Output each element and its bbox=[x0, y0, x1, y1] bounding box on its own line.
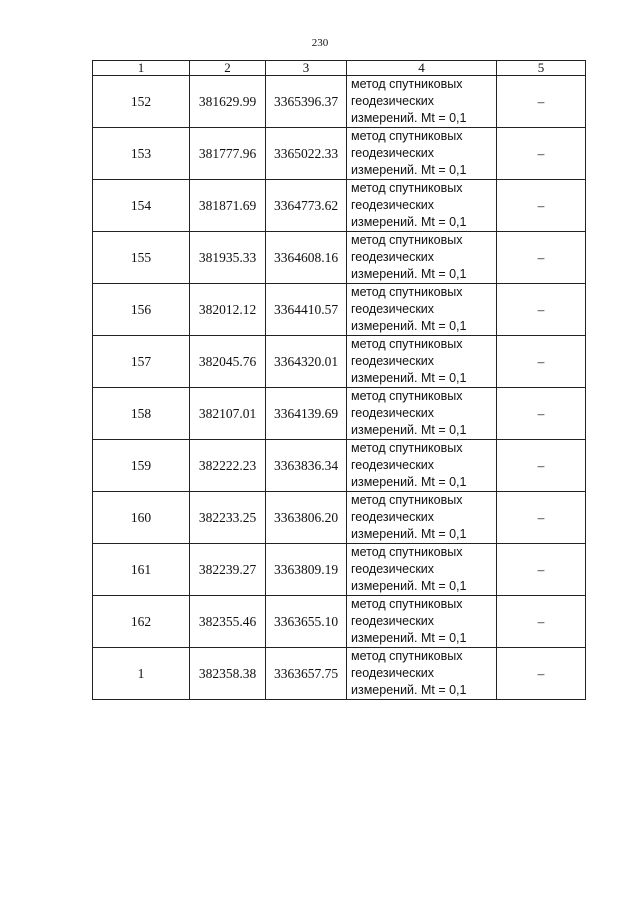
y-coordinate-cell: 3363836.34 bbox=[266, 440, 347, 492]
note-cell: – bbox=[497, 596, 586, 648]
x-coordinate-cell: 382239.27 bbox=[190, 544, 266, 596]
note-cell: – bbox=[497, 648, 586, 700]
method-line-1: метод спутниковых bbox=[351, 597, 463, 611]
method-line-2: геодезических bbox=[351, 146, 435, 160]
page-number: 230 bbox=[311, 37, 329, 49]
x-coordinate-cell: 382222.23 bbox=[190, 440, 266, 492]
method-line-3: измерений. Mt = 0,1 bbox=[351, 371, 467, 385]
method-cell bbox=[347, 180, 497, 232]
method-line-1: метод спутниковых bbox=[351, 77, 463, 91]
point-number-cell: 156 bbox=[93, 284, 190, 336]
table-row bbox=[93, 648, 586, 700]
method-line-2: геодезических bbox=[351, 94, 435, 108]
header-col-3: 3 bbox=[266, 61, 347, 76]
table-header bbox=[93, 61, 586, 76]
method-line-1: метод спутниковых bbox=[351, 337, 463, 351]
point-number-cell: 154 bbox=[93, 180, 190, 232]
method-line-2: геодезических bbox=[351, 406, 435, 420]
method-cell bbox=[347, 128, 497, 180]
y-coordinate-cell: 3364773.62 bbox=[266, 180, 347, 232]
method-line-1: метод спутниковых bbox=[351, 493, 463, 507]
table-row bbox=[93, 492, 586, 544]
method-cell bbox=[347, 284, 497, 336]
note-cell: – bbox=[497, 128, 586, 180]
method-line-2: геодезических bbox=[351, 614, 435, 628]
point-number-cell: 152 bbox=[93, 76, 190, 128]
method-line-3: измерений. Mt = 0,1 bbox=[351, 215, 467, 229]
table-row bbox=[93, 544, 586, 596]
note-cell: – bbox=[497, 336, 586, 388]
header-col-2: 2 bbox=[190, 61, 266, 76]
method-line-2: геодезических bbox=[351, 458, 435, 472]
x-coordinate-cell: 382045.76 bbox=[190, 336, 266, 388]
header-col-1: 1 bbox=[93, 61, 190, 76]
x-coordinate-cell: 382012.12 bbox=[190, 284, 266, 336]
method-cell bbox=[347, 544, 497, 596]
table-row bbox=[93, 128, 586, 180]
method-line-1: метод спутниковых bbox=[351, 129, 463, 143]
point-number-cell: 1 bbox=[93, 648, 190, 700]
x-coordinate-cell: 382233.25 bbox=[190, 492, 266, 544]
point-number-cell: 160 bbox=[93, 492, 190, 544]
method-line-3: измерений. Mt = 0,1 bbox=[351, 475, 467, 489]
note-cell: – bbox=[497, 492, 586, 544]
method-line-1: метод спутниковых bbox=[351, 649, 463, 663]
header-row bbox=[93, 61, 586, 76]
point-number-cell: 155 bbox=[93, 232, 190, 284]
table-row bbox=[93, 76, 586, 128]
note-cell: – bbox=[497, 180, 586, 232]
method-cell bbox=[347, 336, 497, 388]
y-coordinate-cell: 3364608.16 bbox=[266, 232, 347, 284]
table-row bbox=[93, 284, 586, 336]
note-cell: – bbox=[497, 388, 586, 440]
header-col-5: 5 bbox=[497, 61, 586, 76]
y-coordinate-cell: 3365396.37 bbox=[266, 76, 347, 128]
method-line-1: метод спутниковых bbox=[351, 389, 463, 403]
y-coordinate-cell: 3363657.75 bbox=[266, 648, 347, 700]
method-cell bbox=[347, 76, 497, 128]
method-line-2: геодезических bbox=[351, 302, 435, 316]
y-coordinate-cell: 3365022.33 bbox=[266, 128, 347, 180]
method-line-2: геодезических bbox=[351, 510, 435, 524]
x-coordinate-cell: 382358.38 bbox=[190, 648, 266, 700]
point-number-cell: 158 bbox=[93, 388, 190, 440]
table-row bbox=[93, 336, 586, 388]
method-cell bbox=[347, 388, 497, 440]
method-line-1: метод спутниковых bbox=[351, 545, 463, 559]
y-coordinate-cell: 3363655.10 bbox=[266, 596, 347, 648]
header-col-4: 4 bbox=[347, 61, 497, 76]
point-number-cell: 159 bbox=[93, 440, 190, 492]
table-row bbox=[93, 440, 586, 492]
method-line-2: геодезических bbox=[351, 250, 435, 264]
note-cell: – bbox=[497, 544, 586, 596]
method-line-3: измерений. Mt = 0,1 bbox=[351, 527, 467, 541]
table-body bbox=[93, 76, 586, 700]
method-line-3: измерений. Mt = 0,1 bbox=[351, 319, 467, 333]
y-coordinate-cell: 3363809.19 bbox=[266, 544, 347, 596]
method-line-2: геодезических bbox=[351, 354, 435, 368]
note-cell: – bbox=[497, 76, 586, 128]
method-line-3: измерений. Mt = 0,1 bbox=[351, 267, 467, 281]
note-cell: – bbox=[497, 284, 586, 336]
method-line-2: геодезических bbox=[351, 666, 435, 680]
method-line-3: измерений. Mt = 0,1 bbox=[351, 163, 467, 177]
y-coordinate-cell: 3364320.01 bbox=[266, 336, 347, 388]
x-coordinate-cell: 381629.99 bbox=[190, 76, 266, 128]
method-cell bbox=[347, 596, 497, 648]
x-coordinate-cell: 382355.46 bbox=[190, 596, 266, 648]
method-line-3: измерений. Mt = 0,1 bbox=[351, 579, 467, 593]
coordinates-table bbox=[92, 60, 586, 700]
y-coordinate-cell: 3364139.69 bbox=[266, 388, 347, 440]
x-coordinate-cell: 382107.01 bbox=[190, 388, 266, 440]
y-coordinate-cell: 3363806.20 bbox=[266, 492, 347, 544]
x-coordinate-cell: 381777.96 bbox=[190, 128, 266, 180]
method-line-1: метод спутниковых bbox=[351, 441, 463, 455]
point-number-cell: 157 bbox=[93, 336, 190, 388]
method-line-3: измерений. Mt = 0,1 bbox=[351, 631, 467, 645]
x-coordinate-cell: 381871.69 bbox=[190, 180, 266, 232]
method-cell bbox=[347, 648, 497, 700]
method-line-1: метод спутниковых bbox=[351, 285, 463, 299]
method-line-2: геодезических bbox=[351, 198, 435, 212]
method-line-2: геодезических bbox=[351, 562, 435, 576]
method-cell bbox=[347, 492, 497, 544]
table-row bbox=[93, 180, 586, 232]
method-line-1: метод спутниковых bbox=[351, 233, 463, 247]
point-number-cell: 153 bbox=[93, 128, 190, 180]
table-row bbox=[93, 232, 586, 284]
x-coordinate-cell: 381935.33 bbox=[190, 232, 266, 284]
point-number-cell: 162 bbox=[93, 596, 190, 648]
point-number-cell: 161 bbox=[93, 544, 190, 596]
method-cell bbox=[347, 440, 497, 492]
method-line-3: измерений. Mt = 0,1 bbox=[351, 683, 467, 697]
note-cell: – bbox=[497, 440, 586, 492]
method-line-3: измерений. Mt = 0,1 bbox=[351, 111, 467, 125]
method-cell bbox=[347, 232, 497, 284]
table-row bbox=[93, 596, 586, 648]
method-line-3: измерений. Mt = 0,1 bbox=[351, 423, 467, 437]
table-row bbox=[93, 388, 586, 440]
method-line-1: метод спутниковых bbox=[351, 181, 463, 195]
y-coordinate-cell: 3364410.57 bbox=[266, 284, 347, 336]
note-cell: – bbox=[497, 232, 586, 284]
